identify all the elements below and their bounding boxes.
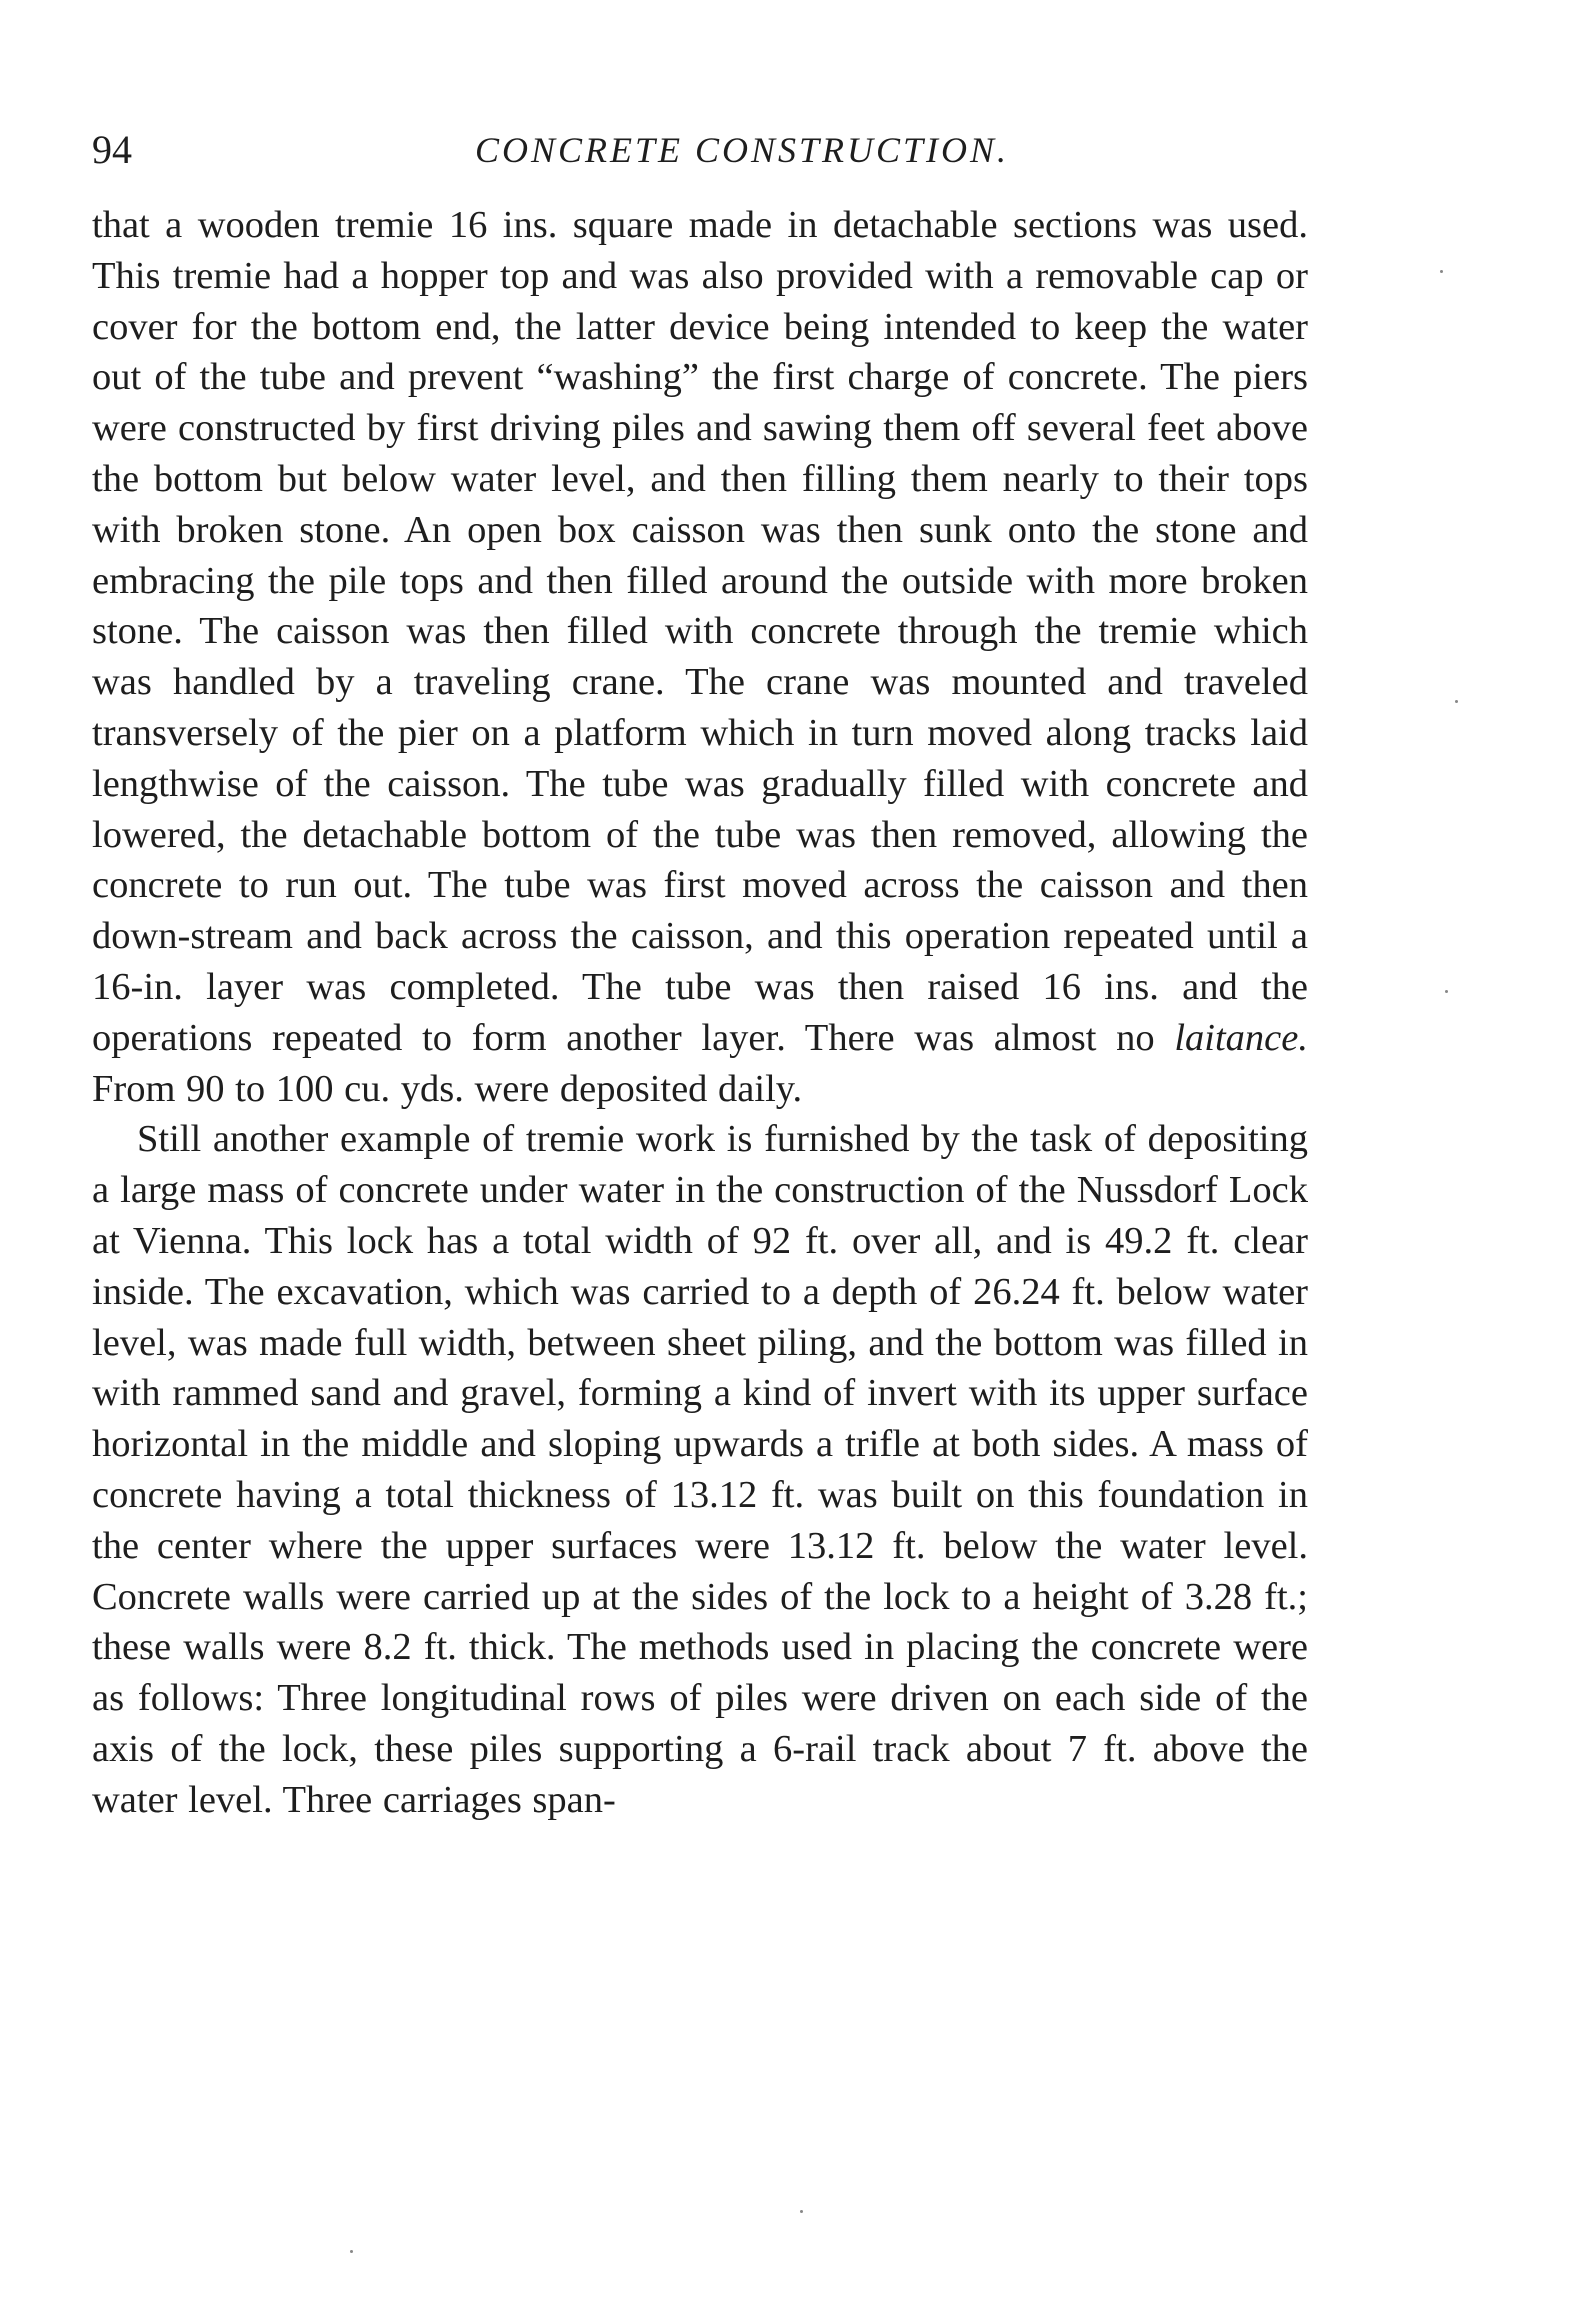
page-header	[92, 120, 1312, 180]
running-title: CONCRETE CONSTRUCTION.	[474, 130, 1010, 170]
paragraph-2: Still another example of tremie work is furnished by the task of depositing a large mass of concrete under water in the construction of the Nussdorf Lock at Vienna. This lock has a total width of 92 ft. over all, and is 49.2 ft. clear inside. The excavation, which was carried to a depth of 26.24 ft. below water level, was made full width, between sheet piling, and the bottom was filled in with rammed sand and gravel, forming a kind of invert with its upper surface horizontal in the middle and sloping upwards a trifle at both sides. A mass of concrete having a total thickness of 13.12 ft. was built on this foundation in the center where the upper surfaces were 13.12 ft. below the water level. Concrete walls were carried up at the sides of the lock to a height of 3.28 ft.; these walls were 8.2 ft. thick. The methods used in placing the concrete were as follows: Three longitudinal rows of piles were driven on each side of the axis of the lock, these piles supporting a 6-rail track about 7 ft. above the water level. Three carriages span-	[92, 1118, 1308, 1821]
body-text	[92, 200, 1308, 1826]
paragraph-1	[92, 200, 1308, 1114]
print-speck	[1455, 700, 1458, 703]
print-speck	[1440, 270, 1443, 273]
page-number: 94	[92, 127, 132, 172]
print-speck	[800, 2210, 803, 2213]
print-speck	[1445, 990, 1448, 993]
print-speck	[350, 2250, 353, 2253]
italic-term: laitance.	[1174, 1016, 1308, 1059]
paragraph-1-text: that a wooden tremie 16 ins. square made in detachable sections was used. This tremie had a hopper top and was also provided with a removable cap or cover for the bottom end, the latter device being intended to keep the water out of the tube and prevent “washing” the first charge of concrete. The piers were constructed by first driving piles and sawing them off several feet above the bottom but below water level, and then filling them nearly to their tops with broken stone. An open box caisson was then sunk onto the stone and embracing the pile tops and then filled around the outside with more broken stone. The caisson was then filled with concrete through the tremie which was handled by a traveling crane. The crane was mounted and traveled transversely of the pier on a platform which in turn moved along tracks laid lengthwise of the caisson. The tube was gradually filled with concrete and lowered, the detachable bottom of the tube was then removed, allowing the concrete to run out. The tube was first moved across the caisson and then down-stream and back across the caisson, and this operation repeated until a 16-in. layer was completed. The tube was then raised 16 ins. and the operations repeated to form another layer. There was almost no	[92, 204, 1308, 1059]
paragraph-1-tail: From 90 to 100 cu. yds. were deposited daily.	[92, 1067, 803, 1110]
